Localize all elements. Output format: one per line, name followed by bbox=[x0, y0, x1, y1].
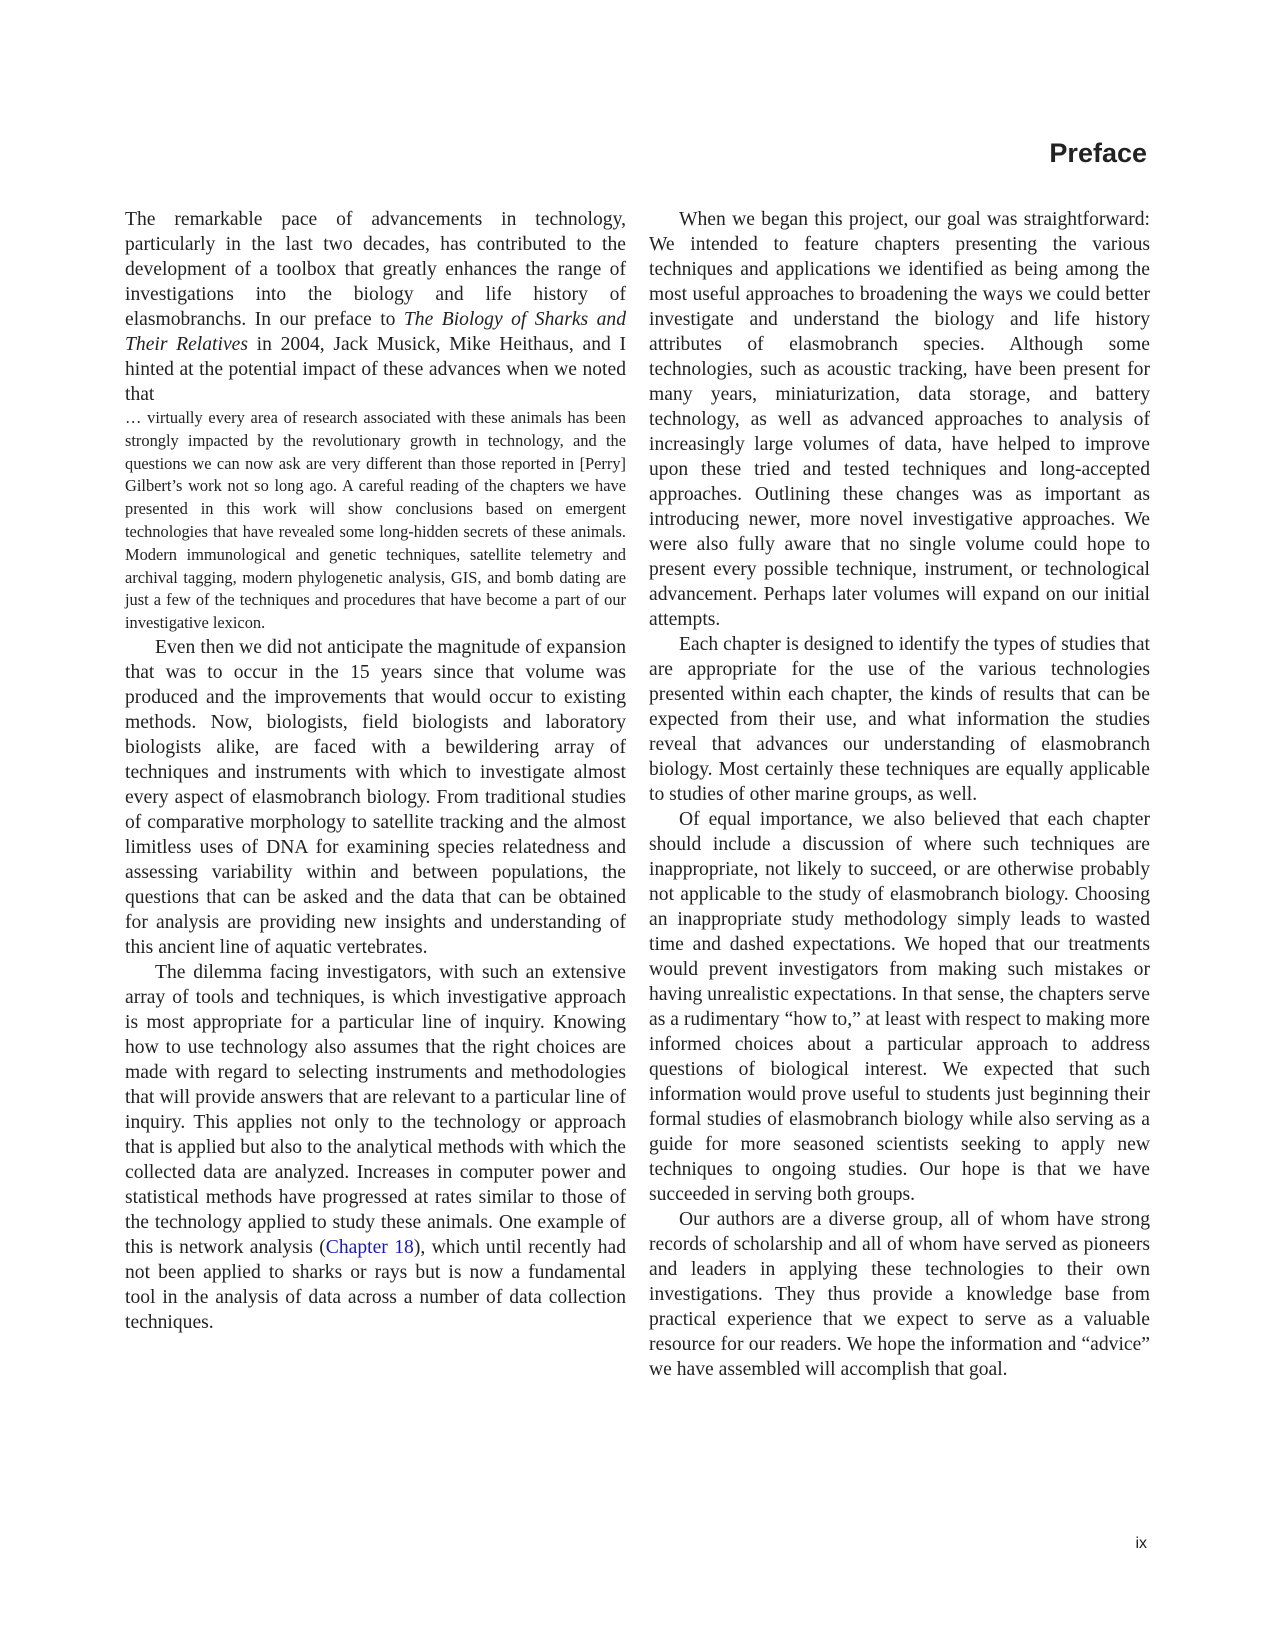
paragraph-intro bbox=[125, 207, 626, 407]
block-quote: … virtually every area of research associated with these animals has been strongly impacted by the revolutionary growth in technology, and the questions we can now ask are very different than those reported in [Perry] Gilbert’s work not so long ago. A careful reading of the chapters we have presented in this work will show conclusions based on emergent technologies that have revealed some long-hidden secrets of these animals. Modern immunological and genetic techniques, satellite telemetry and archival tagging, modern phylogenetic analysis, GIS, and bomb dating are just a few of the techniques and procedures that have become a part of our investigative lexicon. bbox=[125, 408, 626, 633]
paragraph-authors: Our authors are a diverse group, all of whom have strong records of scholarship and all of whom have served as pioneers and leaders in applying these technologies to their own investigations. They thus provide a knowledge base from practical experience that we expect to serve as a valuable resource for our readers. We hope the information and “advice” we have assembled will accomplish that goal. bbox=[649, 1209, 1150, 1380]
book-title-italic: The Biology of Sharks and Their Relatives bbox=[125, 309, 626, 355]
right-column bbox=[649, 207, 1150, 1382]
paragraph-project-goal: When we began this project, our goal was straightforward: We intended to feature chapters presenting the various techniques and applications we identified as being among the most useful approaches to broadening the ways we could better investigate and understand the biology and life history attributes of elasmobranch species. Although some technologies, such as acoustic tracking, have been present for many years, miniaturization, data storage, and battery technology, as well as advanced approaches to analysis of increasingly large volumes of data, have helped to improve upon these tried and tested techniques and long-accepted approaches. Outlining these changes was as important as introducing newer, more novel investigative approaches. We were also fully aware that no single volume could hope to present every possible technique, instrument, or technological advancement. Perhaps later volumes will expand on our initial attempts. bbox=[649, 209, 1150, 630]
paragraph-dilemma bbox=[125, 960, 626, 1335]
paragraph-expansion: Even then we did not anticipate the magnitude of expansion that was to occur in the 15 years since that volume was produced and the improvements that would occur to existing methods. Now, biologists, field biologists and laboratory biologists alike, are faced with a bewildering array of techniques and instruments with which to investigate almost every aspect of elasmobranch biology. From traditional studies of comparative morphology to satellite tracking and the almost limitless uses of DNA for examining species relatedness and assessing variability within and between populations, the questions that can be asked and the data that can be obtained for analysis are providing new insights and understanding of this ancient line of aquatic vertebrates. bbox=[125, 636, 626, 958]
paragraph-intro-text-b: in 2004, Jack Musick, Mike Heithaus, and I hinted at the potential impact of these advances when we noted that bbox=[125, 334, 627, 405]
page-title: Preface bbox=[1049, 138, 1147, 168]
left-column bbox=[125, 207, 626, 1335]
paragraph-dilemma-text-b: ), which until recently had not been applied to sharks or rays but is now a fundamental tool in the analysis of data across a number of data collection techniques. bbox=[125, 1236, 626, 1333]
paragraph-intro-text-a: The remarkable pace of advancements in technology, particularly in the last two decades, has contributed to the development of a toolbox that greatly enhances the range of investigations into the biology and life history of elasmobranchs. In our preface to bbox=[125, 209, 626, 330]
paragraph-chapter-design: Each chapter is designed to identify the types of studies that are appropriate for the use of the various technologies presented within each chapter, the kinds of results that can be expected from their use, and what information the studies reveal that advances our understanding of elasmobranch biology. Most certainly these techniques are equally applicable to studies of other marine groups, as well. bbox=[649, 634, 1150, 805]
paragraph-dilemma-text-a: The dilemma facing investigators, with such an extensive array of tools and techniques, is which investigative approach is most appropriate for a particular line of inquiry. Knowing how to use technology also assumes that the right choices are made with regard to selecting instruments and methodologies that will provide answers that are relevant to a particular line of inquiry. This applies not only to the technology or approach that is applied but also to the analytical methods with which the collected data are analyzed. Increases in computer power and statistical methods have progressed at rates similar to those of the technology applied to study these animals. One example of this is network analysis ( bbox=[125, 961, 626, 1258]
paragraph-inappropriate-techniques: Of equal importance, we also believed that each chapter should include a discussion of where such techniques are inappropriate, not likely to succeed, or are otherwise probably not applicable to the study of elasmobranch biology. Choosing an inappropriate study methodology simply leads to wasted time and dashed expectations. We hoped that our treatments would prevent investigators from making such mistakes or having unrealistic expectations. In that sense, the chapters serve as a rudimentary “how to,” at least with respect to making more informed choices about a particular approach to address questions of biological interest. We expected that such information would prove useful to students just beginning their formal studies of elasmobranch biology while also serving as a guide for more seasoned scientists seeking to apply new techniques to ongoing studies. Our hope is that we have succeeded in serving both groups. bbox=[649, 809, 1150, 1205]
page-number: ix bbox=[1135, 1535, 1147, 1552]
chapter-18-link[interactable]: Chapter 18 bbox=[325, 1236, 414, 1258]
